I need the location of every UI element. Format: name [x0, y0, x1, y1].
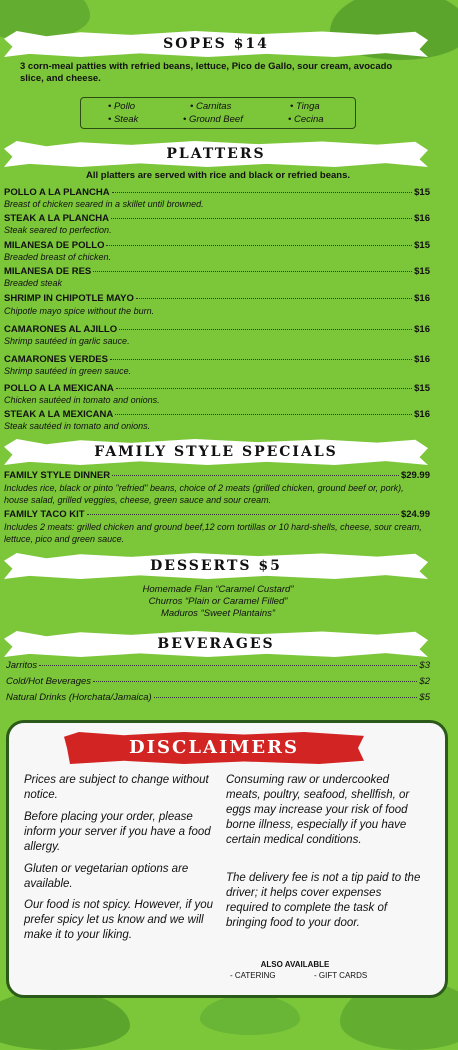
menu-item: [4, 509, 430, 521]
item-description: Breaded breast of chicken.: [4, 252, 112, 262]
dot-leader: [154, 697, 418, 698]
item-price: $16: [414, 213, 430, 224]
dot-leader: [112, 475, 399, 476]
item-name: FAMILY TACO KIT: [4, 509, 85, 520]
background-leaf: [200, 995, 300, 1035]
item-name: POLLO A LA PLANCHA: [4, 187, 110, 198]
dessert-item: Maduros “Sweet Plantains”: [160, 608, 276, 619]
sopes-option: • Cecina: [288, 114, 324, 125]
item-price: $16: [414, 324, 430, 335]
sopes-title: SOPES $14: [163, 36, 269, 52]
item-description: Includes 2 meats: grilled chicken and ground beef,12 corn tortillas or 10 hard-shells, cheese, sour cream, lettuce, pico and green sauce.: [4, 522, 422, 544]
item-name: Cold/Hot Beverages: [6, 676, 92, 687]
dot-leader: [39, 665, 417, 666]
item-description: Breaded steak: [4, 278, 63, 288]
sopes-option: • Ground Beef: [183, 114, 243, 125]
also-available-item: - GIFT CARDS: [314, 971, 368, 980]
platters-subtitle: All platters are served with rice and black or refried beans.: [86, 170, 350, 181]
dot-leader: [111, 218, 412, 219]
item-name: STEAK A LA PLANCHA: [4, 213, 110, 224]
item-price: $2: [419, 676, 430, 687]
item-description: Shrimp sautéed in garlic sauce.: [4, 336, 130, 346]
item-description: Includes rice, black or pinto "refried" beans, choice of 2 meats (grilled chicken, ground beef or, pork), house salad, grilled veggies, cheese, green sauce and sour cream.: [4, 483, 404, 505]
sopes-option: • Tinga: [290, 101, 320, 112]
desserts-title: DESSERTS $5: [150, 558, 282, 574]
sopes-option: • Pollo: [108, 101, 136, 112]
item-name: Jarritos: [6, 660, 38, 671]
item-name: MILANESA DE POLLO: [4, 240, 105, 251]
item-name: STEAK A LA MEXICANA: [4, 409, 114, 420]
also-available-label: ALSO AVAILABLE: [260, 960, 330, 969]
dot-leader: [112, 192, 413, 193]
dot-leader: [115, 414, 412, 415]
family-title: FAMILY STYLE SPECIALS: [94, 444, 338, 460]
item-name: MILANESA DE RES: [4, 266, 92, 277]
sopes-description: 3 corn-meal patties with refried beans, lettuce, Pico de Gallo, sour cream, avocado slice, and cheese.: [20, 61, 393, 84]
item-description: Steak sautéed in tomato and onions.: [4, 421, 151, 431]
dessert-item: Churros “Plain or Caramel Filled”: [148, 596, 288, 607]
disclaimer-text: Gluten or vegetarian options are available.: [24, 863, 189, 890]
disclaimer-text: The delivery fee is not a tip paid to the driver; it helps cover expenses required to complete the task of bringing food to your door.: [226, 872, 421, 929]
disclaimer-text: Prices are subject to change without notice.: [24, 774, 209, 801]
item-description: Steak seared to perfection.: [4, 225, 112, 235]
item-name: FAMILY STYLE DINNER: [4, 470, 111, 481]
disclaimers-title: DISCLAIMERS: [129, 737, 299, 758]
also-available-item: - CATERING: [230, 971, 276, 980]
platters-title: PLATTERS: [166, 146, 266, 162]
item-description: Breast of chicken seared in a skillet until browned.: [4, 199, 204, 209]
item-name: CAMARONES AL AJILLO: [4, 324, 118, 335]
menu-item: [4, 470, 430, 482]
sopes-option: • Carnitas: [190, 101, 232, 112]
item-name: SHRIMP IN CHIPOTLE MAYO: [4, 293, 134, 304]
item-name: Natural Drinks (Horchata/Jamaica): [6, 692, 152, 703]
dot-leader: [87, 514, 399, 515]
item-price: $16: [414, 409, 430, 420]
menu-item: [4, 293, 430, 305]
disclaimer-text: Before placing your order, please inform your server if you have a food allergy.: [24, 811, 211, 853]
dot-leader: [93, 681, 417, 682]
dot-leader: [136, 298, 412, 299]
beverage-item: [6, 676, 430, 688]
dot-leader: [116, 388, 412, 389]
item-price: $15: [414, 240, 430, 251]
item-price: $5: [419, 692, 430, 703]
item-name: CAMARONES VERDES: [4, 354, 108, 365]
dot-leader: [119, 329, 412, 330]
background-leaf: [0, 990, 130, 1050]
item-price: $16: [414, 354, 430, 365]
disclaimer-text: Our food is not spicy. However, if you prefer spicy let us know and we will make it to your liking.: [24, 899, 213, 941]
disclaimer-text: Consuming raw or undercooked meats, poultry, seafood, shellfish, or eggs may increase your risk of food borne illness, especially if you have certain medical conditions.: [226, 774, 410, 846]
beverages-title: BEVERAGES: [157, 636, 275, 652]
item-price: $15: [414, 266, 430, 277]
dot-leader: [106, 245, 412, 246]
item-price: $15: [414, 187, 430, 198]
dessert-item: Homemade Flan “Caramel Custard”: [142, 584, 294, 595]
beverage-item: [6, 660, 430, 672]
dot-leader: [93, 271, 412, 272]
item-price: $3: [419, 660, 430, 671]
dot-leader: [110, 359, 412, 360]
item-description: Shrimp sautéed in green sauce.: [4, 366, 132, 376]
item-price: $29.99: [400, 470, 430, 481]
item-description: Chipotle mayo spice without the burn.: [4, 306, 155, 316]
item-name: POLLO A LA MEXICANA: [4, 383, 114, 394]
item-price: $24.99: [400, 509, 430, 520]
item-description: Chicken sautéed in tomato and onions.: [4, 395, 160, 405]
sopes-option: • Steak: [108, 114, 139, 125]
item-price: $15: [414, 383, 430, 394]
beverage-item: [6, 692, 430, 704]
item-price: $16: [414, 293, 430, 304]
